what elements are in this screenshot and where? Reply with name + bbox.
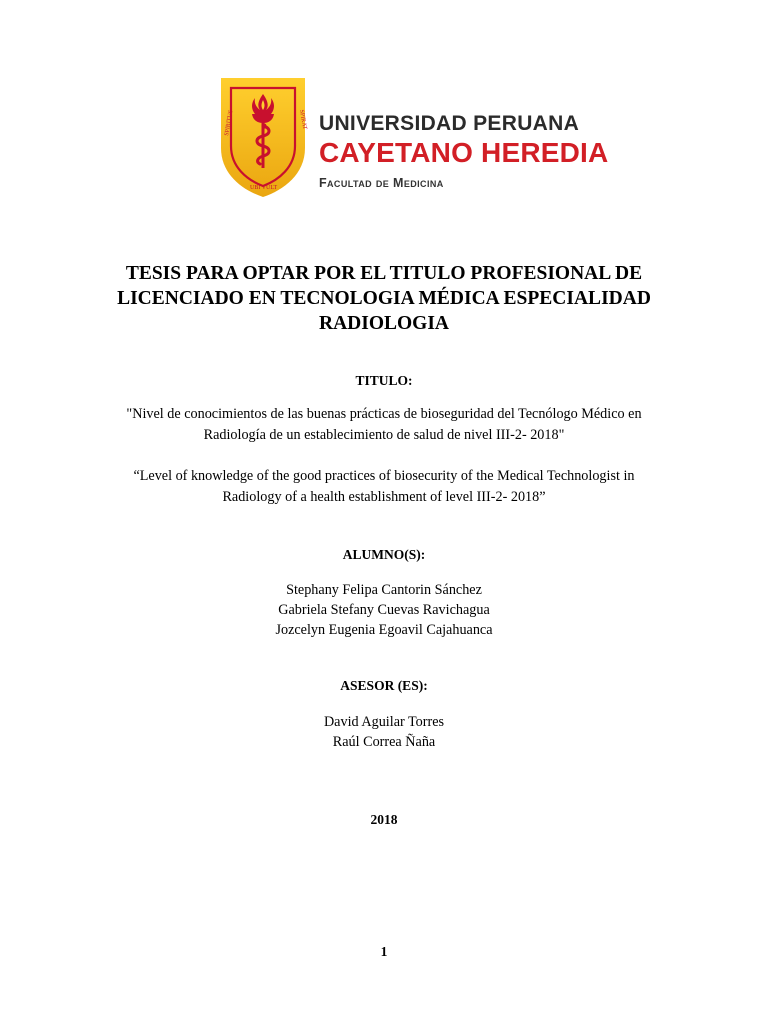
svg-text:SPIRITUS: SPIRITUS [224, 109, 235, 137]
asesores-heading: ASESOR (ES): [340, 678, 428, 693]
university-name-line1: UNIVERSIDAD PERUANA [319, 112, 580, 135]
university-name-line2: CAYETANO HEREDIA [319, 137, 609, 168]
student-name: Gabriela Stefany Cuevas Ravichagua [278, 602, 490, 618]
svg-text:SPIRAT: SPIRAT [298, 109, 308, 131]
title-spanish [0, 404, 768, 446]
university-logo [218, 76, 638, 204]
alumnos-heading: ALUMNO(S): [342, 547, 426, 562]
thesis-title-line: RADIOLOGIA [318, 313, 450, 334]
student-name: Stephany Felipa Cantorin Sánchez [286, 582, 482, 598]
university-wordmark [319, 112, 608, 191]
student-name: Jozcelyn Eugenia Egoavil Cajahuanca [275, 622, 493, 638]
student-list [0, 580, 768, 640]
page-number: 1 [380, 944, 388, 959]
thesis-title-line: LICENCIADO EN TECNOLOGIA MÉDICA ESPECIALIDAD [117, 288, 651, 309]
thesis-title-line: TESIS PARA OPTAR POR EL TITULO PROFESIONAL DE [125, 263, 643, 284]
title-english-line: Radiology of a health establishment of level III-2- 2018” [222, 489, 546, 505]
titulo-heading: TITULO: [355, 373, 413, 388]
advisor-name: David Aguilar Torres [323, 714, 445, 730]
thesis-title [0, 261, 768, 336]
title-english-line: “Level of knowledge of the good practices of biosecurity of the Medical Technologist in [133, 468, 635, 484]
title-spanish-line: Radiología de un establecimiento de salud de nivel III-2- 2018" [203, 427, 565, 443]
faculty-name: Facultad de Medicina [319, 176, 444, 190]
title-english [0, 466, 768, 508]
advisor-list [0, 712, 768, 752]
year: 2018 [370, 812, 398, 827]
advisor-name: Raúl Correa Ñaña [332, 734, 436, 750]
crest-emblem-icon [218, 76, 308, 198]
crest-svg [218, 76, 308, 198]
title-spanish-line: "Nivel de conocimientos de las buenas prácticas de bioseguridad del Tecnólogo Médico en [126, 406, 642, 422]
svg-text:UBI VULT: UBI VULT [250, 185, 278, 191]
